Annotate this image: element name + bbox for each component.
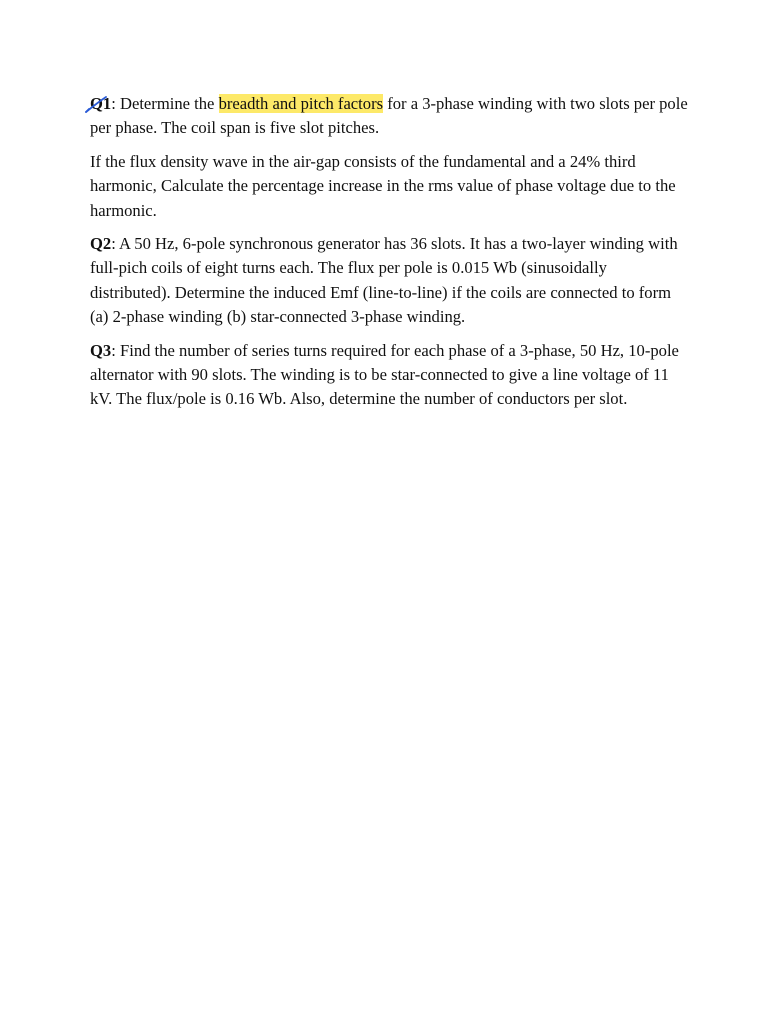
question-2 [90, 232, 690, 330]
question-2-label: Q2 [90, 234, 112, 254]
question-3-label: Q3 [90, 340, 112, 360]
question-1-highlight: breadth and pitch factors [218, 94, 384, 113]
question-1-text-after: for a 3-phase winding with two slots per pole per phase. The coil span is five slot pitches. [90, 94, 688, 138]
question-3 [90, 339, 690, 412]
question-1-label: Q1 [90, 94, 111, 113]
question-1 [90, 92, 690, 141]
question-1-followup: If the flux density wave in the air-gap consists of the fundamental and a 24% third harmonic, Calculate the percentage increase in the rms value of phase voltage due to the harmonic. [90, 151, 676, 220]
question-2-text: : A 50 Hz, 6-pole synchronous generator has 36 slots. It has a two-layer winding with full-pich coils of eight turns each. The flux per pole is 0.015 Wb (sinusoidally distributed). Determine the induced Emf (line-to-line) if the coils are connected to form (a) 2-phase winding (b) star-connected 3-phase winding. [90, 234, 678, 327]
document-page [90, 92, 690, 421]
question-1-text-before: : Determine the [111, 94, 219, 113]
question-3-text: : Find the number of series turns required for each phase of a 3-phase, 50 Hz, 10-pole alternator with 90 slots. The winding is to be star-connected to give a line voltage of 11 kV. The flux/pole is 0.16 Wb. Also, determine the number of conductors per slot. [90, 340, 679, 409]
